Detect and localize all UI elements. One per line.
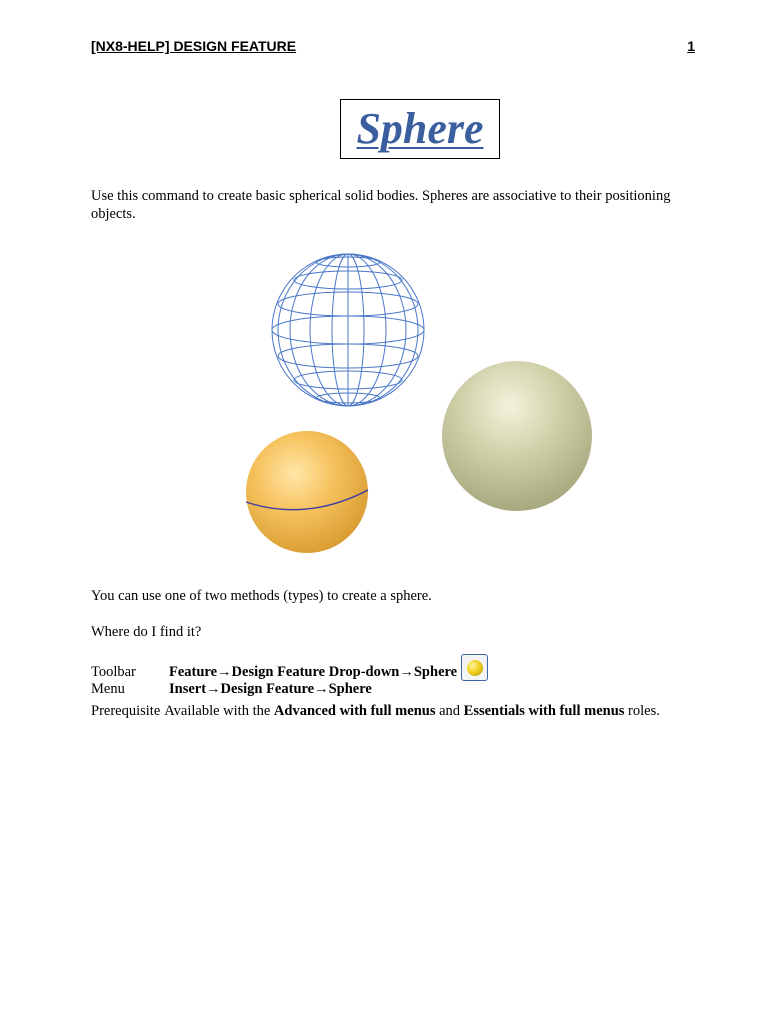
toolbar-label: Toolbar xyxy=(91,663,136,680)
intro-paragraph: Use this command to create basic spherical solid bodies. Spheres are associative to their positioning objects. xyxy=(91,188,671,222)
prerequisite-row xyxy=(91,702,660,720)
gold-sphere xyxy=(246,431,368,553)
page-number: 1 xyxy=(687,38,695,54)
menu-path: Insert→Design Feature→Sphere xyxy=(169,681,372,697)
olive-sphere xyxy=(442,361,592,511)
menu-label: Menu xyxy=(91,681,125,697)
prerequisite-role-2: Essentials with full menus xyxy=(463,703,625,719)
title-box xyxy=(340,99,500,159)
spheres-illustration xyxy=(230,240,600,560)
where-paragraph: Where do I find it? xyxy=(91,624,202,640)
menu-row xyxy=(91,680,372,698)
toolbar-path: Feature→Design Feature Drop-down→Sphere xyxy=(169,663,458,680)
prerequisite-text-3: roles. xyxy=(628,703,660,719)
page-header xyxy=(91,38,695,54)
wireframe-sphere xyxy=(272,254,424,406)
prerequisite-text-1: Available with the xyxy=(164,703,271,719)
prerequisite-text-2: and xyxy=(439,703,461,719)
header-title: [NX8-HELP] DESIGN FEATURE xyxy=(91,38,297,54)
prerequisite-role-1: Advanced with full menus xyxy=(273,703,436,719)
page-title: Sphere xyxy=(356,104,484,153)
sphere-icon xyxy=(461,654,488,681)
prerequisite-label: Prerequisite xyxy=(91,703,161,719)
methods-paragraph: You can use one of two methods (types) to create a sphere. xyxy=(91,588,432,604)
